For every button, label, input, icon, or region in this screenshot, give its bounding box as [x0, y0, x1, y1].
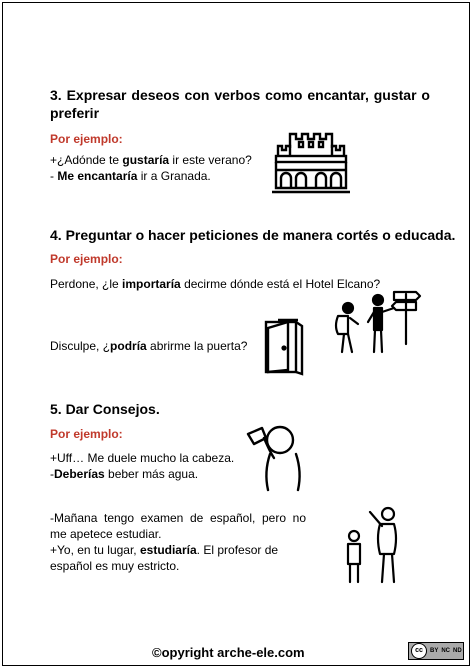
advice-paragraph: -Mañana tengo examen de español, pero no me apetece estudiar. — [50, 511, 306, 541]
person-drinking-icon — [240, 420, 304, 490]
section-title-consejos: 5. Dar Consejos. — [50, 401, 160, 417]
cc-license-badge — [408, 642, 464, 660]
example-line: -Deberías beber más agua. — [50, 467, 199, 481]
example-label: Por ejemplo: — [50, 427, 123, 441]
cc-icon: cc — [411, 643, 427, 659]
advice-adult-child-icon — [340, 502, 410, 586]
asking-directions-icon — [330, 288, 420, 356]
example-line: Perdone, ¿le importaría decirme dónde está el Hotel Elcano? — [50, 277, 381, 291]
example-label: Por ejemplo: — [50, 132, 123, 146]
section-title-peticiones: 4. Preguntar o hacer peticiones de manera cortés o educada. — [50, 227, 456, 243]
nc-label: NC — [441, 648, 451, 654]
by-label: BY — [430, 648, 439, 654]
nd-label: ND — [453, 648, 462, 654]
example-line: +Uff… Me duele mucho la cabeza. — [50, 451, 235, 465]
example-line: +¿Adónde te gustaría ir este verano? — [50, 153, 252, 167]
open-door-icon — [262, 318, 304, 376]
copyright-text: ©opyright arche-ele.com — [152, 645, 305, 660]
example-line: - Me encantaría ir a Granada. — [50, 169, 211, 183]
advice-paragraph: +Yo, en tu lugar, estudiaría. El profesor de español es muy estricto. — [50, 543, 279, 573]
example-label: Por ejemplo: — [50, 252, 123, 266]
alhambra-castle-icon — [272, 126, 350, 196]
example-line: Disculpe, ¿podría abrirme la puerta? — [50, 339, 248, 353]
section-title-deseos: 3. Expresar deseos con verbos como encantar, gustar o preferir — [50, 87, 430, 121]
